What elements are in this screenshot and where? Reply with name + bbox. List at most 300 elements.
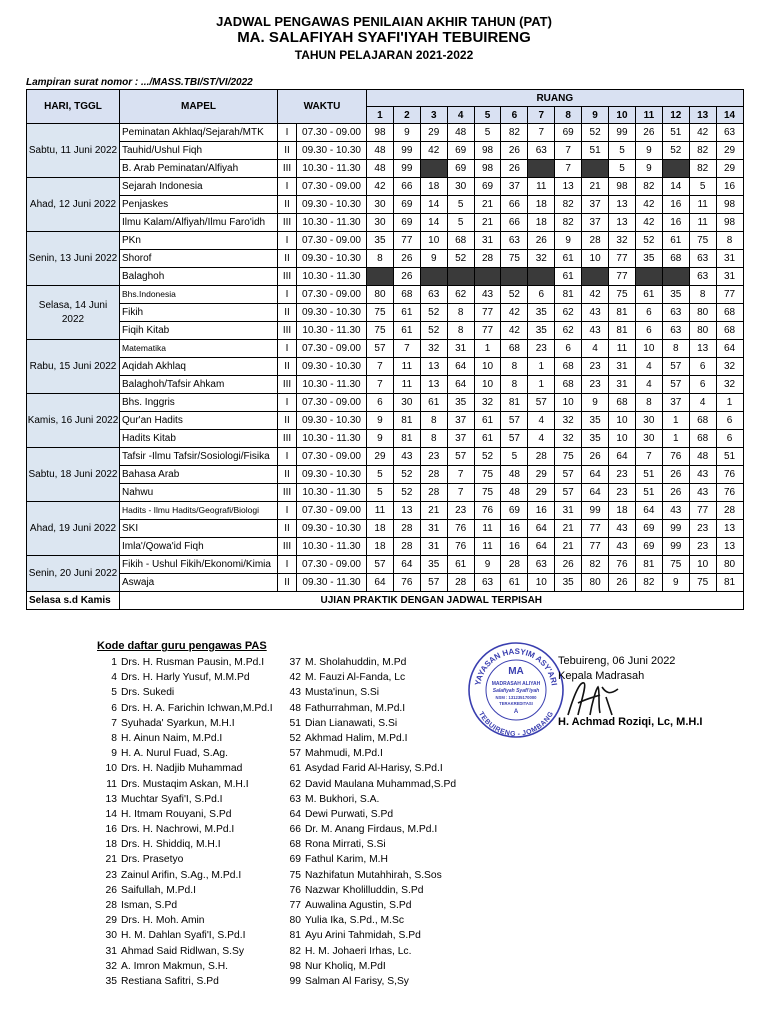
ruang-cell: 35 <box>555 574 582 592</box>
session-cell: II <box>278 520 297 538</box>
ruang-cell: 8 <box>501 358 528 376</box>
ruang-number: 3 <box>420 107 447 124</box>
ruang-cell: 76 <box>609 556 636 574</box>
ruang-cell: 8 <box>367 250 394 268</box>
ruang-cell: 23 <box>582 358 609 376</box>
waktu-cell: 07.30 - 09.00 <box>297 178 367 196</box>
list-item <box>281 868 456 883</box>
teacher-code: 48 <box>289 702 301 714</box>
ruang-cell: 52 <box>635 232 662 250</box>
ruang-cell: 61 <box>555 268 582 286</box>
ruang-cell: 69 <box>555 124 582 142</box>
ruang-cell: 43 <box>474 286 501 304</box>
ruang-cell: 7 <box>555 160 582 178</box>
ruang-cell: 14 <box>420 196 447 214</box>
ruang-cell: 64 <box>582 466 609 484</box>
ruang-cell: 18 <box>367 520 394 538</box>
ruang-cell: 10 <box>420 232 447 250</box>
ruang-cell: 51 <box>582 142 609 160</box>
session-cell: I <box>278 394 297 412</box>
ruang-cell: 10 <box>609 412 636 430</box>
ruang-cell: 1 <box>528 358 555 376</box>
ruang-cell: 4 <box>689 394 716 412</box>
ruang-cell: 63 <box>662 304 689 322</box>
ruang-cell: 37 <box>662 394 689 412</box>
session-cell: II <box>278 412 297 430</box>
mapel-cell: Fikih - Ushul Fikih/Ekonomi/Kimia <box>120 556 278 574</box>
list-item <box>281 792 456 807</box>
mapel-cell: Imla'/Qowa'id Fiqh <box>120 538 278 556</box>
table-row <box>27 322 744 340</box>
ruang-cell: 9 <box>662 574 689 592</box>
session-cell: III <box>278 430 297 448</box>
ruang-cell: 76 <box>716 466 743 484</box>
teacher-code: 57 <box>289 748 301 760</box>
ruang-cell: 11 <box>367 502 394 520</box>
mapel-cell: SKI <box>120 520 278 538</box>
list-item <box>97 822 273 837</box>
teacher-name: Drs. Mustaqim Askan, M.H.I <box>121 778 249 790</box>
table-row <box>27 160 744 178</box>
session-cell: II <box>278 574 297 592</box>
ruang-cell: 82 <box>689 142 716 160</box>
school-stamp <box>466 640 566 740</box>
teacher-code: 35 <box>105 975 117 987</box>
list-item <box>97 974 273 989</box>
ruang-cell: 4 <box>635 376 662 394</box>
ruang-cell: 37 <box>582 214 609 232</box>
ruang-number: 5 <box>474 107 501 124</box>
ruang-cell: 9 <box>367 412 394 430</box>
stamp-line-2: Salafiyah Syafi'iyah <box>492 688 540 694</box>
waktu-cell: 10.30 - 11.30 <box>297 538 367 556</box>
ruang-cell: 23 <box>609 466 636 484</box>
teacher-code: 52 <box>289 732 301 744</box>
ruang-cell: 18 <box>528 214 555 232</box>
ruang-cell: 68 <box>447 232 474 250</box>
ruang-cell: 48 <box>689 448 716 466</box>
ruang-cell: 35 <box>635 250 662 268</box>
ruang-cell: 23 <box>420 448 447 466</box>
ruang-cell: 98 <box>474 160 501 178</box>
ruang-cell: 28 <box>393 520 420 538</box>
session-cell: III <box>278 322 297 340</box>
ruang-cell: 32 <box>609 232 636 250</box>
list-item <box>281 807 456 822</box>
ruang-cell: 30 <box>447 178 474 196</box>
ruang-cell: 61 <box>393 322 420 340</box>
waktu-cell: 10.30 - 11.30 <box>297 376 367 394</box>
ruang-cell: 5 <box>501 448 528 466</box>
table-row <box>27 376 744 394</box>
ruang-cell: 64 <box>528 520 555 538</box>
ruang-cell: 75 <box>609 286 636 304</box>
stamp-top-text: YAYASAN HASYIM ASY'ARI <box>473 646 559 687</box>
ruang-cell: 31 <box>420 520 447 538</box>
ruang-empty-cell <box>501 268 528 286</box>
ruang-cell: 69 <box>393 196 420 214</box>
teacher-name: Drs. H. Shiddiq, M.H.I <box>121 839 221 851</box>
teacher-name: Saifullah, M.Pd.I <box>121 884 196 896</box>
ruang-cell: 8 <box>689 286 716 304</box>
ruang-empty-cell <box>635 268 662 286</box>
stamp-bottom-text: TEBUIRENG - JOMBANG <box>476 710 556 739</box>
ruang-cell: 37 <box>447 412 474 430</box>
ruang-cell: 8 <box>447 322 474 340</box>
day-cell: Selasa, 14 Juni 2022 <box>27 286 120 340</box>
ruang-cell: 82 <box>635 178 662 196</box>
ruang-cell: 48 <box>501 484 528 502</box>
ruang-cell: 10 <box>635 340 662 358</box>
ruang-cell: 80 <box>582 574 609 592</box>
waktu-cell: 09.30 - 10.30 <box>297 520 367 538</box>
ruang-number: 2 <box>393 107 420 124</box>
table-row <box>27 340 744 358</box>
teacher-name: Restiana Safitri, S.Pd <box>121 975 219 987</box>
waktu-cell: 07.30 - 09.00 <box>297 232 367 250</box>
ruang-empty-cell <box>420 160 447 178</box>
ruang-cell: 64 <box>635 502 662 520</box>
day-cell: Sabtu, 11 Juni 2022 <box>27 124 120 178</box>
ruang-empty-cell <box>474 268 501 286</box>
position: Kepala Madrasah <box>558 670 645 682</box>
session-cell: I <box>278 340 297 358</box>
schedule-body <box>27 124 744 592</box>
ruang-cell: 61 <box>474 430 501 448</box>
teacher-code: 5 <box>111 687 117 699</box>
table-row <box>27 214 744 232</box>
ruang-cell: 28 <box>447 574 474 592</box>
ruang-cell: 80 <box>689 322 716 340</box>
ruang-cell: 57 <box>662 358 689 376</box>
teacher-name: H. M. Dahlan Syafi'I, S.Pd.I <box>121 930 246 942</box>
teacher-code: 31 <box>105 945 117 957</box>
ruang-cell: 52 <box>420 304 447 322</box>
ruang-cell: 13 <box>393 502 420 520</box>
ruang-cell: 37 <box>582 196 609 214</box>
teacher-code: 8 <box>111 732 117 744</box>
ruang-cell: 77 <box>582 538 609 556</box>
ruang-cell: 32 <box>555 412 582 430</box>
ruang-cell: 61 <box>420 394 447 412</box>
ruang-cell: 75 <box>555 448 582 466</box>
table-row <box>27 520 744 538</box>
ruang-cell: 6 <box>367 394 394 412</box>
teacher-code: 37 <box>289 657 301 668</box>
list-item <box>97 852 273 867</box>
ruang-cell: 5 <box>609 142 636 160</box>
ruang-empty-cell <box>528 268 555 286</box>
waktu-cell: 10.30 - 11.30 <box>297 430 367 448</box>
waktu-cell: 09.30 - 10.30 <box>297 466 367 484</box>
list-item <box>281 746 456 761</box>
ruang-cell: 68 <box>716 322 743 340</box>
waktu-cell: 07.30 - 09.00 <box>297 340 367 358</box>
session-cell: I <box>278 448 297 466</box>
ruang-empty-cell <box>528 160 555 178</box>
ruang-cell: 26 <box>609 574 636 592</box>
ruang-cell: 98 <box>474 142 501 160</box>
ruang-cell: 18 <box>609 502 636 520</box>
ruang-cell: 4 <box>582 340 609 358</box>
list-item <box>97 898 273 913</box>
ruang-cell: 28 <box>420 466 447 484</box>
ruang-cell: 81 <box>609 322 636 340</box>
ruang-cell: 52 <box>501 286 528 304</box>
ruang-cell: 80 <box>689 304 716 322</box>
ruang-cell: 81 <box>555 286 582 304</box>
day-cell: Ahad, 12 Juni 2022 <box>27 178 120 232</box>
teacher-code: 26 <box>105 884 117 896</box>
teacher-code: 30 <box>105 930 117 942</box>
ruang-cell: 21 <box>420 502 447 520</box>
teacher-code: 23 <box>105 869 117 881</box>
waktu-cell: 09.30 - 10.30 <box>297 196 367 214</box>
session-cell: III <box>278 214 297 232</box>
ruang-cell: 35 <box>582 430 609 448</box>
ruang-cell: 30 <box>393 394 420 412</box>
ruang-cell: 69 <box>635 538 662 556</box>
ruang-cell: 4 <box>528 412 555 430</box>
ruang-cell: 75 <box>367 304 394 322</box>
ruang-cell: 23 <box>609 484 636 502</box>
ruang-cell: 31 <box>716 268 743 286</box>
ruang-cell: 30 <box>367 214 394 232</box>
ruang-cell: 98 <box>609 178 636 196</box>
teacher-name: Fathurrahman, M.Pd.I <box>305 702 406 714</box>
ruang-cell: 11 <box>528 178 555 196</box>
session-cell: II <box>278 466 297 484</box>
stamp-line-1: MADRASAH ALIYAH <box>491 681 541 687</box>
list-item <box>281 898 456 913</box>
ruang-cell: 61 <box>501 574 528 592</box>
ruang-cell: 32 <box>716 358 743 376</box>
ruang-cell: 31 <box>555 502 582 520</box>
ruang-cell: 21 <box>555 520 582 538</box>
ruang-cell: 7 <box>393 340 420 358</box>
ruang-cell: 63 <box>689 250 716 268</box>
ruang-cell: 77 <box>474 322 501 340</box>
ruang-cell: 75 <box>474 466 501 484</box>
ruang-cell: 68 <box>689 412 716 430</box>
mapel-cell: Balaghoh <box>120 268 278 286</box>
session-cell: II <box>278 304 297 322</box>
ruang-empty-cell <box>367 268 394 286</box>
ruang-cell: 81 <box>635 556 662 574</box>
ruang-cell: 13 <box>716 520 743 538</box>
teacher-name: Akhmad Halim, M.Pd.I <box>305 732 408 744</box>
list-item <box>97 777 273 792</box>
session-cell: III <box>278 376 297 394</box>
ruang-cell: 66 <box>501 214 528 232</box>
ruang-cell: 57 <box>501 412 528 430</box>
waktu-cell: 07.30 - 09.00 <box>297 124 367 142</box>
ruang-cell: 52 <box>662 142 689 160</box>
ruang-cell: 69 <box>393 214 420 232</box>
ruang-cell: 6 <box>635 304 662 322</box>
ruang-number: 7 <box>528 107 555 124</box>
kode-title: Kode daftar guru pengawas PAS <box>97 640 267 652</box>
ruang-cell: 5 <box>447 196 474 214</box>
ruang-number: 11 <box>635 107 662 124</box>
ruang-cell: 13 <box>609 196 636 214</box>
teacher-name: Dian Lianawati, S.Si <box>305 717 398 729</box>
ruang-cell: 62 <box>555 322 582 340</box>
col-mapel: MAPEL <box>120 90 278 124</box>
ruang-cell: 5 <box>689 178 716 196</box>
ruang-number: 10 <box>609 107 636 124</box>
ruang-cell: 26 <box>582 448 609 466</box>
ruang-cell: 4 <box>528 430 555 448</box>
ruang-cell: 43 <box>609 520 636 538</box>
list-item <box>281 837 456 852</box>
teacher-code: 6 <box>111 702 117 714</box>
ruang-cell: 13 <box>689 340 716 358</box>
ruang-cell: 75 <box>367 322 394 340</box>
list-item <box>281 731 456 746</box>
session-cell: I <box>278 232 297 250</box>
teacher-name: Nazhifatun Mutahhirah, S.Sos <box>305 869 442 881</box>
teacher-name: Salman Al Farisy, S,Sy <box>305 975 409 987</box>
ruang-cell: 82 <box>501 124 528 142</box>
table-row <box>27 448 744 466</box>
table-row <box>27 286 744 304</box>
teacher-name: H. A. Nurul Fuad, S.Ag. <box>121 748 229 760</box>
ruang-cell: 5 <box>367 484 394 502</box>
list-item <box>97 883 273 898</box>
ruang-cell: 68 <box>689 430 716 448</box>
teacher-name: Zainul Arifin, S.Ag., M.Pd.I <box>121 869 242 881</box>
session-cell: III <box>278 538 297 556</box>
ruang-cell: 26 <box>393 268 420 286</box>
ruang-cell: 69 <box>447 160 474 178</box>
teacher-code: 10 <box>105 763 117 775</box>
ruang-cell: 11 <box>393 376 420 394</box>
waktu-cell: 07.30 - 09.00 <box>297 448 367 466</box>
mapel-cell: Bahasa Arab <box>120 466 278 484</box>
ruang-cell: 28 <box>393 538 420 556</box>
ruang-cell: 6 <box>716 412 743 430</box>
teacher-name: Drs. Prasetyo <box>121 854 184 866</box>
ruang-cell: 57 <box>555 484 582 502</box>
mapel-cell: Qur'an Hadits <box>120 412 278 430</box>
ruang-cell: 48 <box>447 124 474 142</box>
col-hari: HARI, TGGL <box>27 90 120 124</box>
list-item <box>281 761 456 776</box>
mapel-cell: Tafsir -Ilmu Tafsir/Sosiologi/Fisika <box>120 448 278 466</box>
waktu-cell: 09.30 - 10.30 <box>297 250 367 268</box>
ruang-cell: 31 <box>447 340 474 358</box>
ruang-cell: 16 <box>501 520 528 538</box>
col-ruang: RUANG <box>367 90 744 107</box>
ruang-cell: 76 <box>662 448 689 466</box>
list-item <box>281 974 456 989</box>
ruang-cell: 75 <box>689 232 716 250</box>
ruang-empty-cell <box>582 160 609 178</box>
ruang-cell: 35 <box>420 556 447 574</box>
teacher-name: Drs. H. A. Farichin Ichwan,M.Pd.I <box>121 702 273 714</box>
teacher-name: Nazwar Kholilluddin, S.Pd <box>305 884 424 896</box>
mapel-cell: Sejarah Indonesia <box>120 178 278 196</box>
ruang-cell: 99 <box>662 520 689 538</box>
session-cell: I <box>278 178 297 196</box>
table-row <box>27 124 744 142</box>
teacher-code: 9 <box>111 748 117 760</box>
day-cell: Senin, 13 Juni 2022 <box>27 232 120 286</box>
ruang-cell: 80 <box>716 556 743 574</box>
ruang-cell: 26 <box>662 484 689 502</box>
ruang-cell: 13 <box>420 376 447 394</box>
ruang-cell: 1 <box>474 340 501 358</box>
ruang-cell: 63 <box>689 268 716 286</box>
ruang-cell: 82 <box>635 574 662 592</box>
ruang-cell: 82 <box>689 160 716 178</box>
ruang-cell: 80 <box>367 286 394 304</box>
ruang-cell: 63 <box>662 322 689 340</box>
teacher-name: Musta'inun, S.Si <box>305 687 380 699</box>
ruang-cell: 32 <box>555 430 582 448</box>
ruang-cell: 6 <box>689 376 716 394</box>
list-item <box>281 944 456 959</box>
ruang-cell: 35 <box>528 304 555 322</box>
ruang-cell: 68 <box>555 358 582 376</box>
mapel-cell: Fiqih Kitab <box>120 322 278 340</box>
ruang-cell: 68 <box>555 376 582 394</box>
ruang-cell: 43 <box>393 448 420 466</box>
ruang-cell: 5 <box>609 160 636 178</box>
ruang-cell: 35 <box>662 286 689 304</box>
ruang-cell: 99 <box>582 502 609 520</box>
list-item <box>281 777 456 792</box>
session-cell: III <box>278 160 297 178</box>
session-cell: II <box>278 358 297 376</box>
ruang-number: 9 <box>582 107 609 124</box>
ruang-cell: 9 <box>555 232 582 250</box>
kode-list-2 <box>281 655 456 989</box>
ruang-cell: 64 <box>393 556 420 574</box>
list-item <box>97 959 273 974</box>
list-item <box>281 913 456 928</box>
ruang-cell: 98 <box>716 196 743 214</box>
ruang-cell: 13 <box>609 214 636 232</box>
ruang-number: 12 <box>662 107 689 124</box>
teacher-code: 11 <box>106 778 117 790</box>
ruang-empty-cell <box>447 268 474 286</box>
mapel-cell: Shorof <box>120 250 278 268</box>
waktu-cell: 10.30 - 11.30 <box>297 484 367 502</box>
ruang-number: 14 <box>716 107 743 124</box>
ruang-cell: 82 <box>555 196 582 214</box>
teacher-name: H. Itmam Rouyani, S.Pd <box>121 808 232 820</box>
ruang-cell: 7 <box>447 466 474 484</box>
teacher-name: Muchtar Syafi'I, S.Pd.I <box>121 793 223 805</box>
list-item <box>281 959 456 974</box>
session-cell: III <box>278 484 297 502</box>
ruang-cell: 52 <box>582 124 609 142</box>
teacher-code: 82 <box>289 945 301 957</box>
ruang-cell: 61 <box>393 304 420 322</box>
ruang-cell: 76 <box>447 520 474 538</box>
list-item <box>97 944 273 959</box>
ruang-cell: 76 <box>716 484 743 502</box>
mapel-cell: Hadits - Ilmu Hadits/Geografi/Biologi <box>120 502 278 520</box>
ruang-cell: 48 <box>501 466 528 484</box>
ruang-cell: 42 <box>501 322 528 340</box>
ruang-cell: 77 <box>716 286 743 304</box>
ruang-cell: 42 <box>501 304 528 322</box>
table-row <box>27 538 744 556</box>
ruang-cell: 10 <box>609 430 636 448</box>
